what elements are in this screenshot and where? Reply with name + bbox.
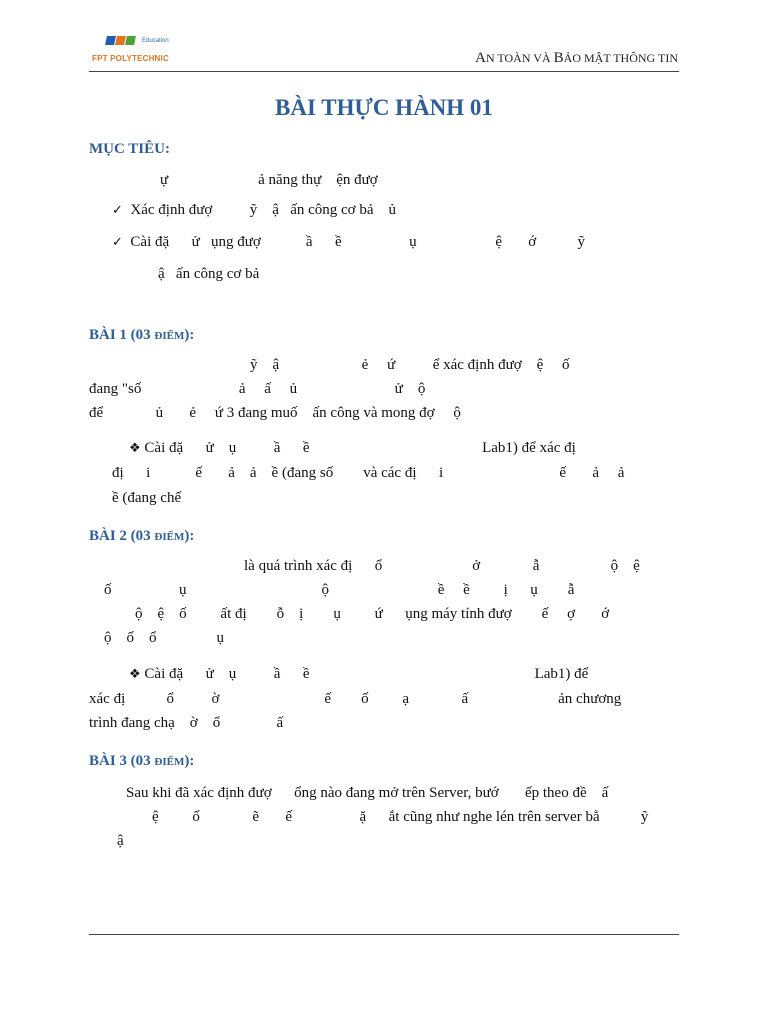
bai3-text-line: ệ ố ẽ ế ặ ắt cũng như nghe lén trên server bằ ỹ: [152, 809, 649, 825]
bai1-task-line: [129, 440, 576, 457]
header-cap-1: A: [475, 50, 486, 66]
bai1-task-line: ề (đang chế: [112, 490, 182, 506]
objective-item-continuation: ậ ấn công cơ bả: [158, 266, 260, 282]
bai2-task-line: trình đang chạ ờ ổ ấ: [89, 715, 284, 731]
fpt-polytechnic-logo: [92, 34, 182, 68]
checkmark-icon: ✓: [112, 203, 123, 218]
bai3-text-line: ậ: [117, 833, 124, 849]
objective-item-text: Xác định đượ ỹ ậ ấn công cơ bả ủ: [130, 202, 397, 218]
objectives-heading: MỤC TIÊU:: [89, 141, 170, 157]
bai1-heading-small: ĐIỂM: [154, 330, 185, 342]
bai2-text-line: ộ ệ ố ất đị ỗ ị ụ ứ ụng máy tính đượ ế ợ ớ: [135, 606, 610, 622]
checkmark-icon: ✓: [112, 235, 123, 250]
objective-item: [112, 234, 585, 251]
bai2-heading-end: ):: [184, 528, 195, 544]
bai3-text-line: Sau khi đã xác định đượ ổng nào đang mở trên Server, bướ ếp theo đề ấ: [126, 785, 609, 801]
header-rest-1: N TOÀN VÀ: [485, 51, 554, 65]
footer-rule: [89, 934, 679, 935]
bai1-heading-end: ):: [184, 327, 195, 343]
logo-name: FPT POLYTECHNIC: [92, 54, 169, 63]
bai1-task-line: đị i ế ả ả ề (đang số và các đị i ế ả ả: [112, 465, 625, 481]
bai2-text-line: ộ ố ổ ụ: [104, 630, 224, 646]
objective-item: [112, 202, 396, 219]
logo-tile-t: [125, 36, 136, 45]
bai3-heading-num: BÀI 3 (03: [89, 753, 155, 769]
bai2-text-line: ố ụ ộ ề ề ị ụ ẫ: [104, 582, 575, 598]
bai3-heading-small: ĐIỂM: [154, 756, 185, 768]
diamond-bullet-icon: ❖: [129, 667, 141, 682]
bai2-heading-small: ĐIỂM: [154, 531, 185, 543]
bai1-text-line: để ủ ẻ ứ 3 đang muố ấn công và mong đợ ộ: [89, 405, 461, 421]
bai1-text-line: đang "số ả ấ ủ ử ộ: [89, 381, 426, 397]
bai2-task-text: Cài đặ ử ụ ầ ề Lab1) để: [144, 666, 589, 682]
bai2-text-line: là quá trình xác đị ổ ở ẫ ộ ệ: [244, 558, 640, 574]
header-cap-2: B: [553, 50, 564, 66]
document-title: BÀI THỰC HÀNH 01: [275, 95, 493, 120]
bai1-heading: [89, 327, 194, 344]
bai2-task-line: [129, 666, 588, 683]
running-header-title: [475, 50, 678, 67]
bai3-heading: [89, 753, 194, 770]
logo-edu-label: Education: [142, 38, 169, 44]
logo-tiles: [106, 36, 135, 45]
objectives-intro: ự ả năng thự ện đượ: [160, 172, 378, 188]
diamond-bullet-icon: ❖: [129, 441, 141, 456]
header-rest-2: ẢO MẬT THÔNG TIN: [563, 51, 678, 65]
bai2-heading: [89, 528, 194, 545]
bai2-heading-num: BÀI 2 (03: [89, 528, 155, 544]
bai2-task-line: xác đị ổ ờ ế ố ạ ấ ản chương: [89, 691, 622, 707]
objective-item-text: Cài đặ ử ụng đượ ầ ề ụ ệ ớ ỹ: [130, 234, 585, 250]
bai1-text-line: ỹ ậ ẻ ứ ể xác định đượ ệ ố: [250, 357, 570, 373]
bai1-task-text: Cài đặ ử ụ ầ ề Lab1) để xác đị: [144, 440, 576, 456]
bai1-heading-num: BÀI 1 (03: [89, 327, 155, 343]
bai3-heading-end: ):: [184, 753, 195, 769]
header-rule: [89, 71, 679, 72]
